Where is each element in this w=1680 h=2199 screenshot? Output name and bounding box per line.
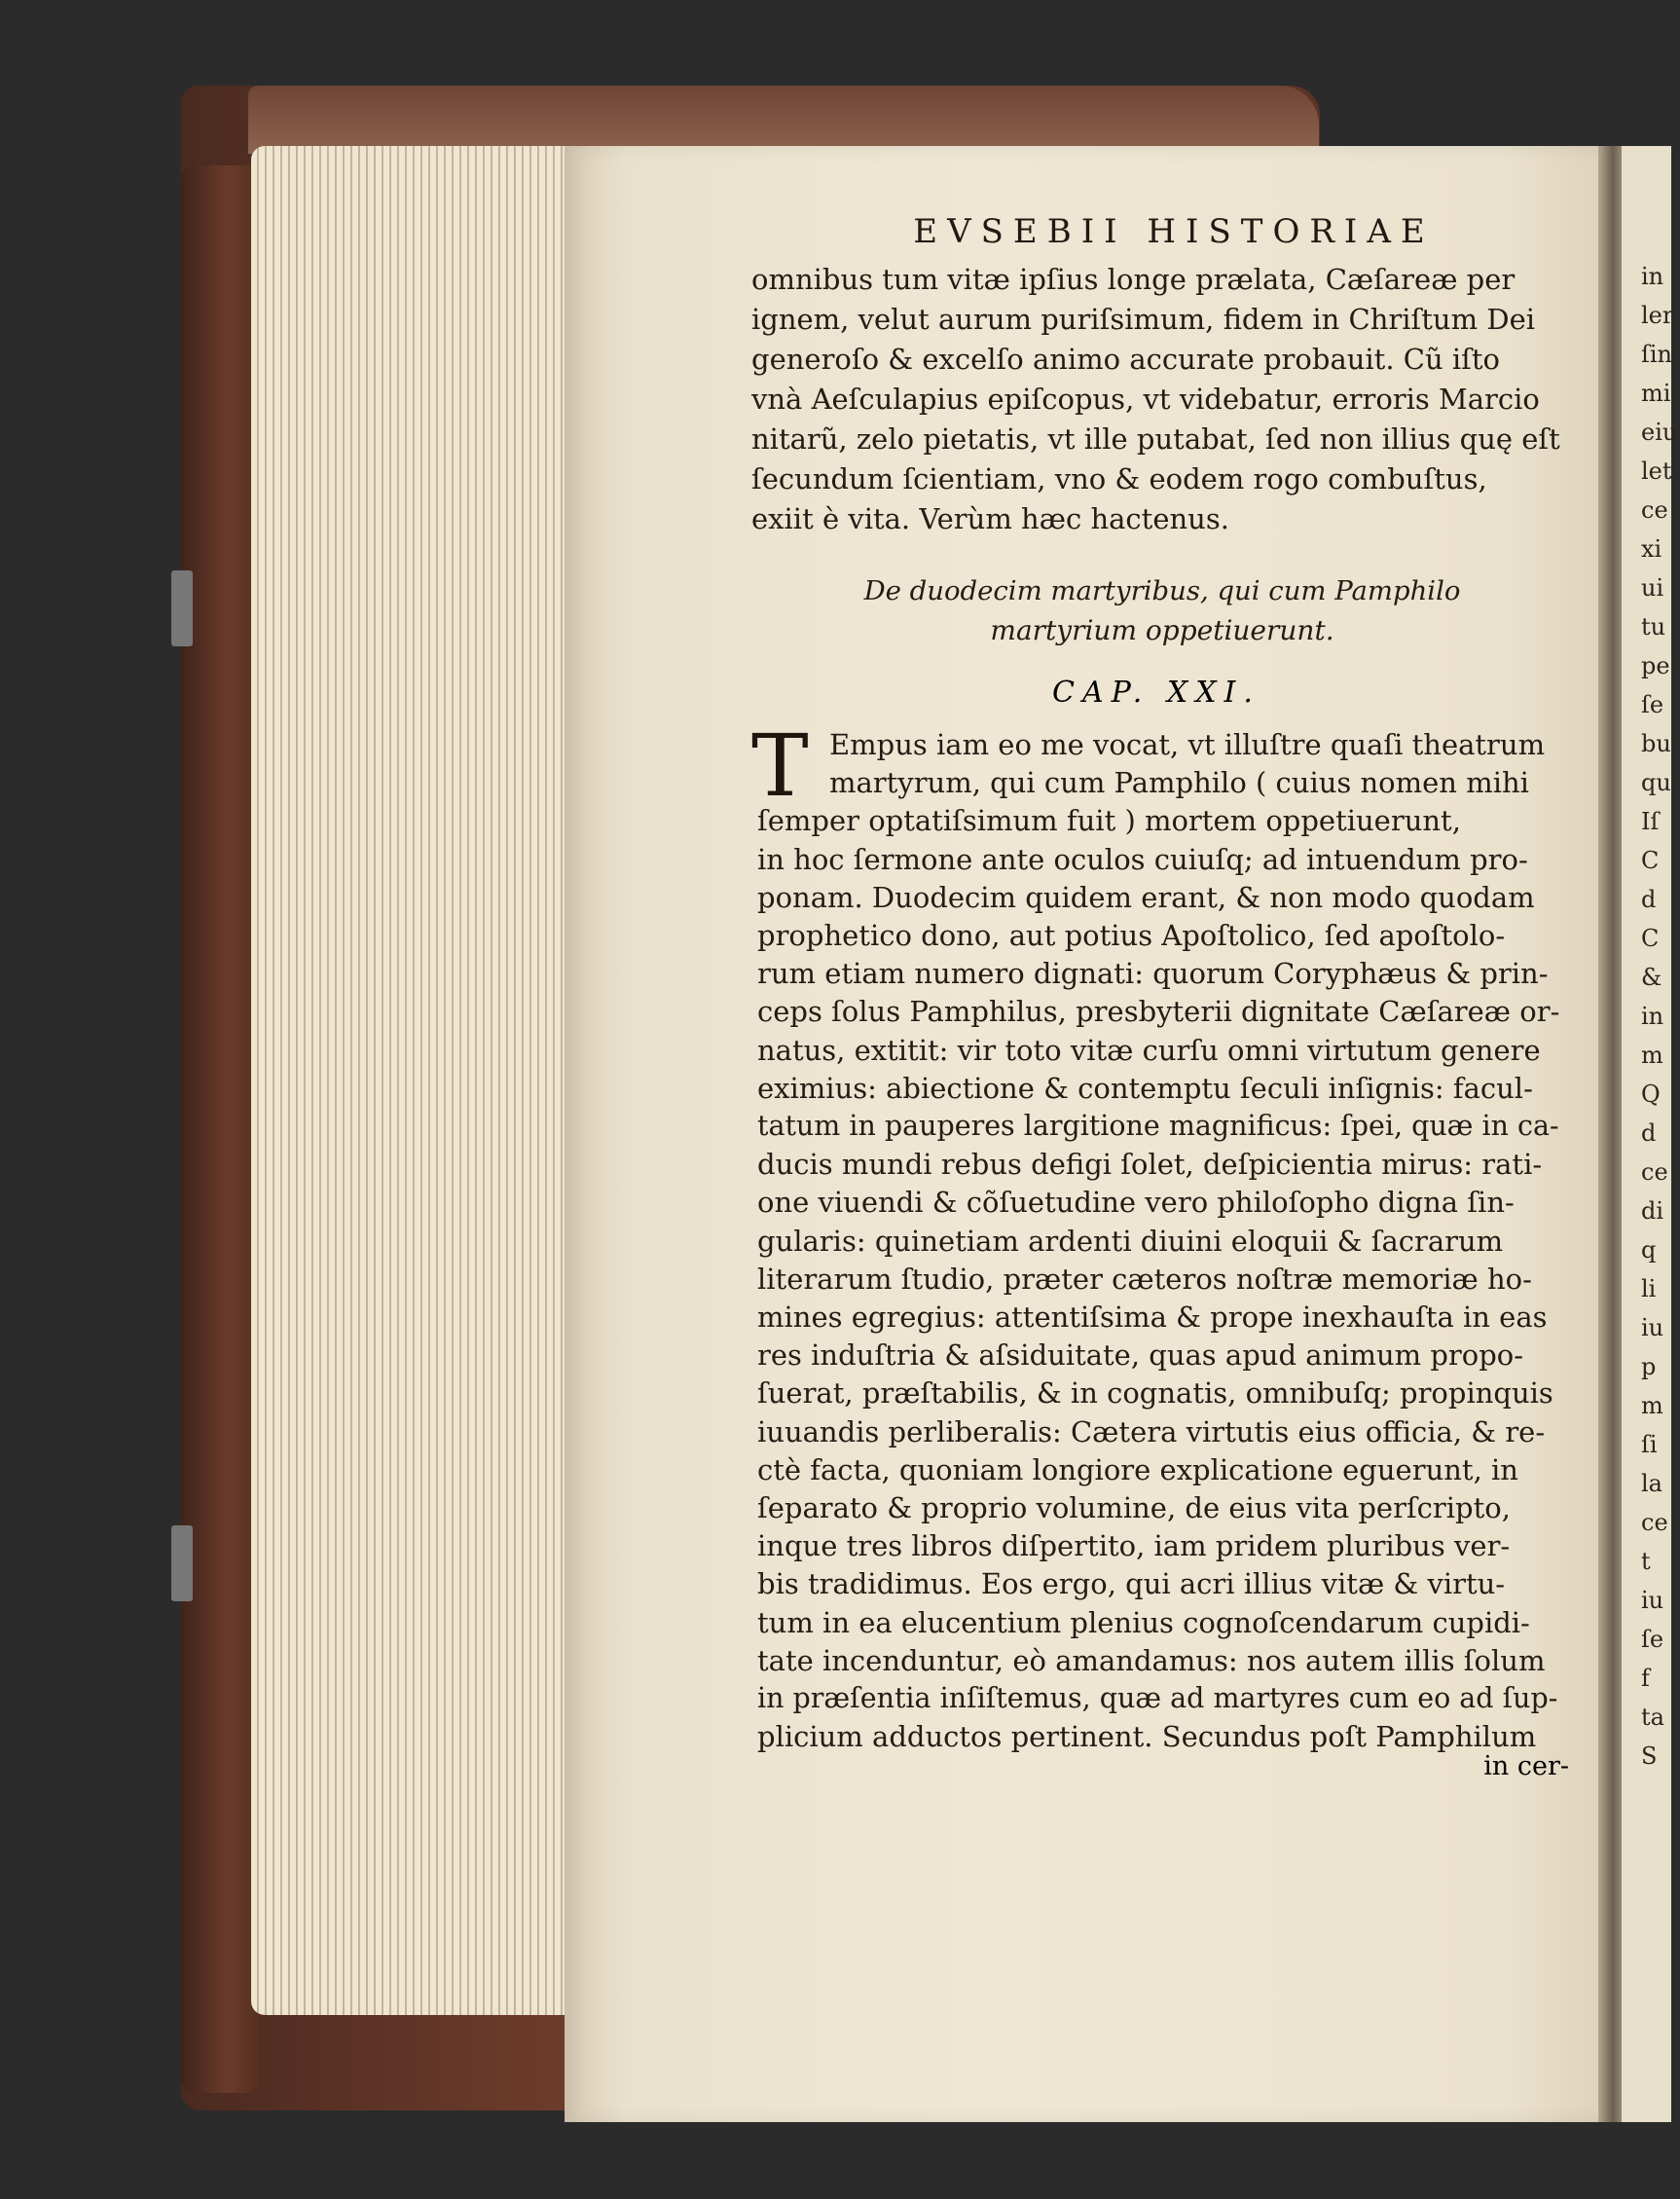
- facing-page-fragment: ta: [1641, 1704, 1664, 1731]
- facing-page-fragment: m: [1641, 1392, 1663, 1419]
- text-line: generoſo & excelſo animo accurate probauit. Cũ iſto: [751, 343, 1500, 376]
- book-cover-top-edge: [248, 86, 1319, 154]
- facing-page-fragment: ce: [1641, 496, 1668, 524]
- chapter-title-line: De duodecim martyribus, qui cum Pamphilo: [863, 575, 1461, 606]
- text-line: mines egregius: attentiſsima & prope inexhauſta in eas: [757, 1301, 1548, 1334]
- clasp-icon: [171, 1525, 193, 1601]
- book-spine: [181, 165, 259, 2093]
- text-line: tum in ea elucentium plenius cognoſcendarum cupidi-: [757, 1606, 1530, 1639]
- facing-page-fragment: eiu: [1641, 419, 1678, 446]
- facing-page-fragment: xi: [1641, 535, 1662, 563]
- facing-page-fragment: p: [1641, 1353, 1657, 1380]
- facing-page-fragment: iu: [1641, 1587, 1664, 1614]
- text-line: prophetico dono, aut potius Apoſtolico, ſed apoſtolo-: [757, 919, 1506, 952]
- text-line: exiit è vita. Verùm hæc hactenus.: [751, 502, 1229, 535]
- text-line: inque tres libros diſpertito, iam pridem pluribus ver-: [757, 1529, 1511, 1562]
- drop-cap: T: [751, 715, 809, 816]
- facing-page-fragment: pe: [1641, 652, 1670, 679]
- facing-page-fragment: let: [1641, 458, 1672, 485]
- chapter-number: CAP. XXI.: [1052, 676, 1260, 710]
- facing-page-fragment: &: [1641, 964, 1662, 991]
- facing-page-fragment: ſe: [1641, 1626, 1664, 1653]
- facing-page-fragment: C: [1641, 847, 1660, 874]
- facing-page-fragment: d: [1641, 886, 1657, 913]
- text-line: Empus iam eo me vocat, vt illuſtre quaſi theatrum: [829, 728, 1546, 761]
- running-head: EVSEBII HISTORIAE: [913, 212, 1435, 251]
- text-line: one viuendi & cõſuetudine vero philoſopho digna ſin-: [757, 1186, 1515, 1219]
- text-line: martyrum, qui cum Pamphilo ( cuius nomen mihi: [829, 766, 1529, 799]
- text-line: tate incenduntur, eò amandamus: nos autem illis ſolum: [757, 1644, 1546, 1677]
- facing-page-fragment: qu: [1641, 769, 1671, 796]
- facing-page-fragment: li: [1641, 1275, 1657, 1302]
- facing-page-fragment: ler: [1641, 302, 1674, 329]
- text-line: ſemper optatiſsimum fuit ) mortem oppetiuerunt,: [757, 804, 1461, 837]
- facing-page-fragment: m: [1641, 1042, 1663, 1069]
- facing-page-fragment: d: [1641, 1119, 1657, 1147]
- text-line: plicium adductos pertinent. Secundus poſt Pamphilum: [757, 1720, 1537, 1753]
- facing-page-edge: [1622, 146, 1678, 2122]
- facing-page-fragment: iu: [1641, 1314, 1664, 1341]
- facing-page-fragment: C: [1641, 925, 1660, 952]
- text-line: vnà Aeſculapius epiſcopus, vt videbatur, erroris Marcio: [751, 383, 1540, 416]
- text-line: tatum in pauperes largitione magnificus: ſpei, quæ in ca-: [757, 1110, 1559, 1142]
- text-line: in præſentia inſiſtemus, quæ ad martyres cum eo ad ſup-: [757, 1682, 1558, 1714]
- facing-page-fragment: ce: [1641, 1509, 1668, 1536]
- text-line: res induſtria & aſsiduitate, quas apud animum propo-: [757, 1338, 1524, 1372]
- text-line: rum etiam numero dignati: quorum Coryphæus & prin-: [757, 957, 1549, 990]
- page-edges: [251, 146, 582, 2015]
- facing-page-fragment: ſi: [1641, 1431, 1658, 1458]
- text-line: iuuandis perliberalis: Cætera virtutis eius officia, & re-: [757, 1415, 1546, 1448]
- facing-page-fragment: in: [1641, 1003, 1664, 1030]
- text-line: omnibus tum vitæ ipſius longe prælata, Cæſareæ per: [751, 263, 1516, 296]
- chapter-title-line: martyrium oppetiuerunt.: [990, 614, 1334, 646]
- facing-page-fragment: in: [1641, 263, 1664, 290]
- facing-page-fragment: ſe: [1641, 691, 1664, 718]
- text-line: eximius: abiectione & contemptu ſeculi inſignis: facul-: [757, 1072, 1533, 1105]
- clasp-icon: [171, 570, 193, 646]
- book-gutter: [1598, 146, 1623, 2122]
- text-line: ducis mundi rebus defigi ſolet, deſpicientia mirus: rati-: [757, 1148, 1543, 1181]
- text-line: ctè facta, quoniam longiore explicatione eguerunt, in: [757, 1453, 1518, 1486]
- facing-page-fragment: t: [1641, 1548, 1651, 1575]
- facing-page-fragment: q: [1641, 1236, 1657, 1264]
- text-line: ceps ſolus Pamphilus, presbyterii dignitate Cæſareæ or-: [757, 995, 1560, 1028]
- text-line: literarum ſtudio, præter cæteros noſtræ memoriæ ho-: [757, 1263, 1532, 1296]
- facing-page-fragment: mi: [1641, 380, 1671, 407]
- facing-page-fragment: S: [1641, 1742, 1658, 1770]
- text-line: in hoc ſermone ante oculos cuiuſq; ad intuendum pro-: [757, 843, 1528, 876]
- facing-page-fragment: f: [1641, 1665, 1650, 1692]
- text-line: bis tradidimus. Eos ergo, qui acri illius vitæ & virtu-: [757, 1567, 1506, 1600]
- catchword: in cer-: [1483, 1751, 1569, 1781]
- text-line: nitarũ, zelo pietatis, vt ille putabat, ſed non illius quę eſt: [751, 422, 1560, 456]
- text-line: ponam. Duodecim quidem erant, & non modo quodam: [757, 881, 1535, 914]
- text-line: ſecundum ſcientiam, vno & eodem rogo combuſtus,: [751, 462, 1487, 495]
- facing-page-fragment: di: [1641, 1197, 1664, 1225]
- facing-page-fragment: Q: [1641, 1081, 1661, 1108]
- text-line: ignem, velut aurum puriſsimum, fidem in Chriſtum Dei: [751, 303, 1536, 336]
- text-line: ſuerat, præſtabilis, & in cognatis, omnibuſq; propinquis: [757, 1376, 1553, 1410]
- facing-page-fragment: la: [1641, 1470, 1662, 1497]
- text-line: ſeparato & proprio volumine, de eius vita perſcripto,: [757, 1491, 1511, 1524]
- text-line: natus, extitit: vir toto vitæ curſu omni virtutum genere: [757, 1034, 1541, 1067]
- facing-page-fragment: ſin: [1641, 341, 1673, 368]
- facing-page-fragment: ce: [1641, 1158, 1668, 1186]
- text-line: gularis: quinetiam ardenti diuini eloquii & ſacrarum: [757, 1225, 1504, 1258]
- facing-page-fragment: tu: [1641, 613, 1666, 641]
- facing-page-fragment: Iſ: [1641, 808, 1660, 835]
- facing-page-fragment: ui: [1641, 574, 1664, 602]
- facing-page-fragment: bu: [1641, 730, 1671, 757]
